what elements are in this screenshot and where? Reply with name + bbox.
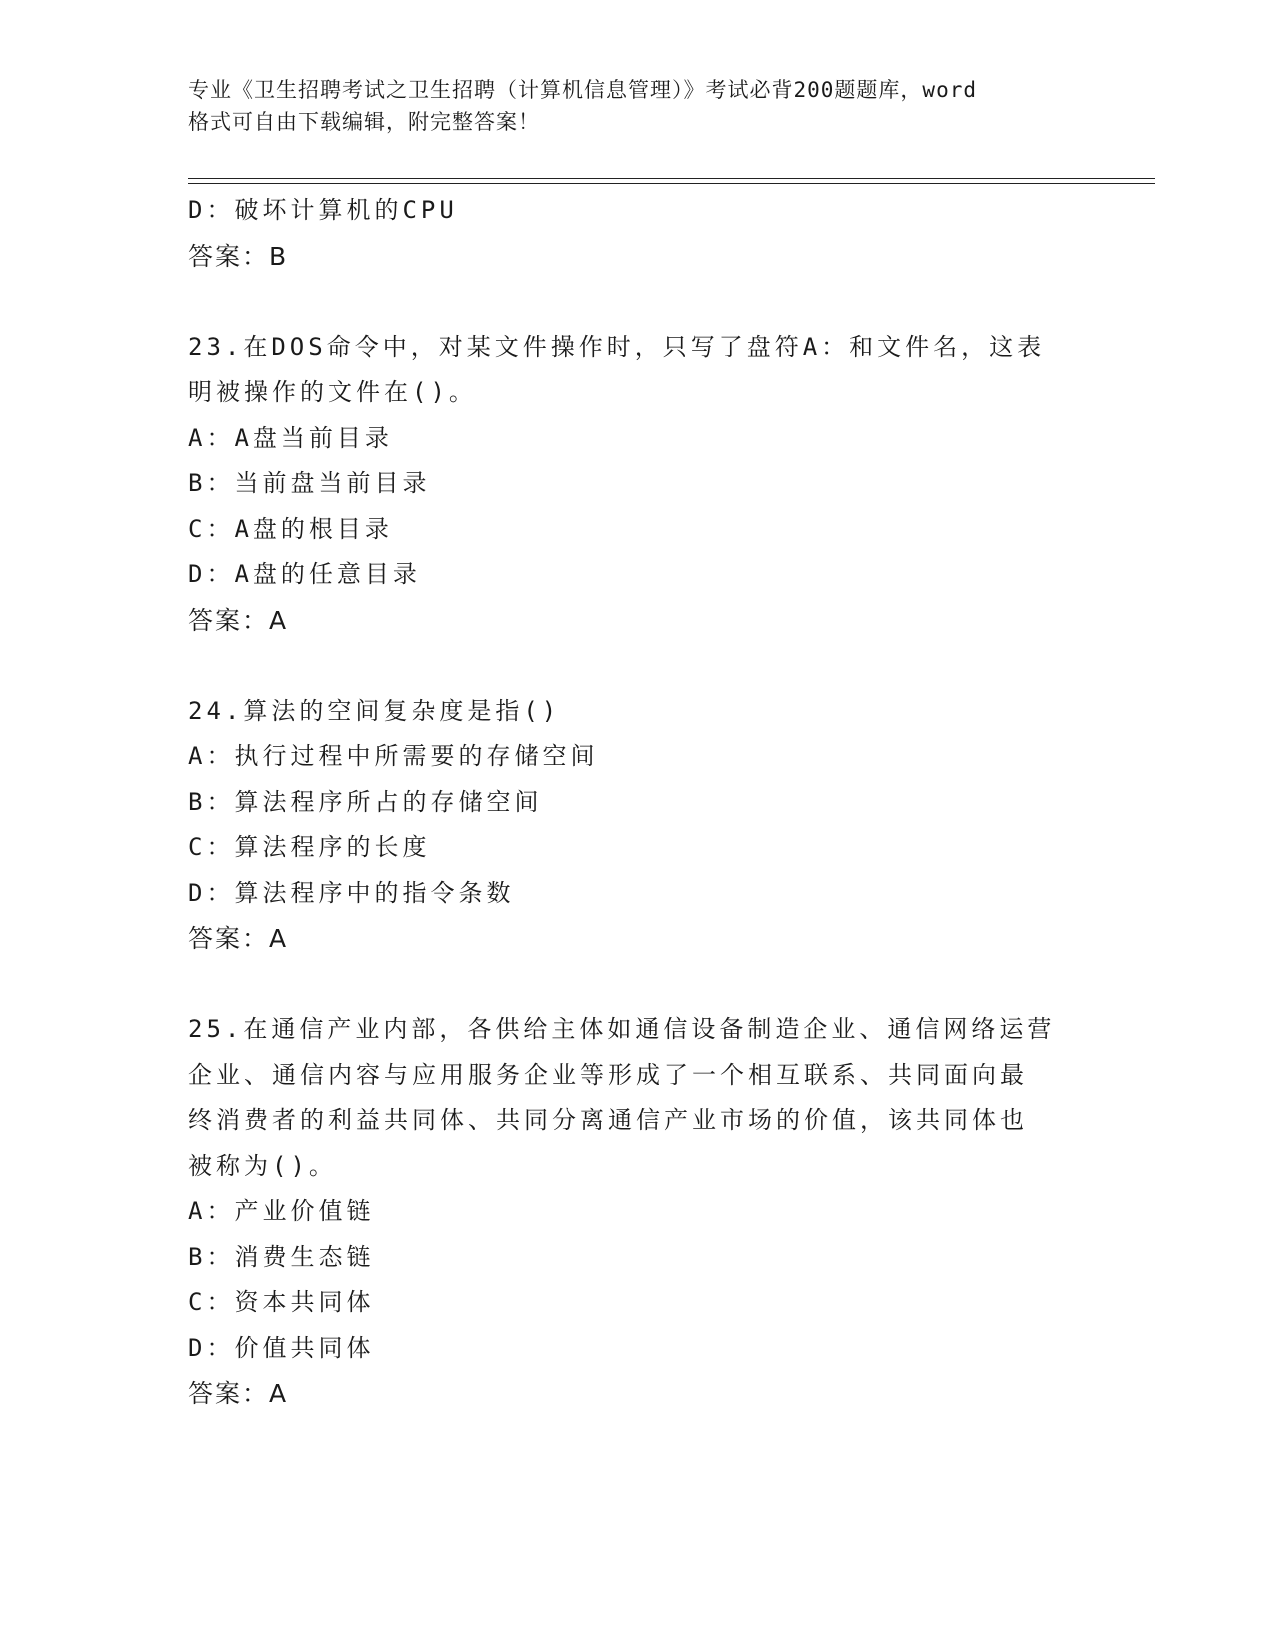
- option-d: D：价值共同体: [188, 1333, 375, 1362]
- spacer: [188, 643, 1088, 689]
- question-25: [188, 1007, 1088, 1417]
- question-stem-line: 明被操作的文件在()。: [188, 378, 477, 406]
- option-a: A：产业价值链: [188, 1197, 375, 1225]
- spacer: [188, 279, 1088, 325]
- option-a: A：A盘当前目录: [188, 423, 393, 452]
- header-line-1: 专业《卫生招聘考试之卫生招聘（计算机信息管理）》考试必背200题题库，word: [188, 78, 977, 102]
- question-23: [188, 325, 1088, 644]
- question-stem-line: 终消费者的利益共同体、共同分离通信产业市场的价值，该共同体也: [188, 1106, 1028, 1134]
- spacer: [188, 962, 1088, 1008]
- option-d: D：算法程序中的指令条数: [188, 878, 515, 907]
- prev-question-answer: 答案：B: [188, 241, 289, 271]
- question-24: [188, 689, 1088, 962]
- option-c: C：A盘的根目录: [188, 514, 393, 543]
- option-b: B：算法程序所占的存储空间: [188, 787, 543, 816]
- question-stem-line: 23.在DOS命令中，对某文件操作时，只写了盘符A：和文件名，这表: [188, 332, 1046, 361]
- document-header: [188, 74, 1088, 138]
- question-stem-line: 企业、通信内容与应用服务企业等形成了一个相互联系、共同面向最: [188, 1060, 1028, 1089]
- header-divider-bottom: [188, 183, 1155, 184]
- option-c: C：算法程序的长度: [188, 833, 431, 861]
- question-stem-line: 被称为()。: [188, 1151, 337, 1180]
- answer-label: 答案：A: [188, 605, 289, 635]
- option-d: D：A盘的任意目录: [188, 560, 421, 588]
- answer-label: 答案：A: [188, 1379, 289, 1408]
- header-line-2: 格式可自由下载编辑，附完整答案！: [188, 110, 540, 134]
- option-b: B：当前盘当前目录: [188, 469, 431, 497]
- option-b: B：消费生态链: [188, 1242, 375, 1271]
- question-content: [188, 188, 1088, 1417]
- option-a: A：执行过程中所需要的存储空间: [188, 742, 599, 770]
- header-divider-top: [188, 178, 1155, 179]
- option-c: C：资本共同体: [188, 1288, 375, 1316]
- prev-question-option-d: D：破坏计算机的CPU: [188, 196, 458, 224]
- question-stem-line: 24.算法的空间复杂度是指(): [188, 696, 561, 725]
- question-stem-line: 25.在通信产业内部，各供给主体如通信设备制造企业、通信网络运营: [188, 1015, 1056, 1043]
- answer-label: 答案：A: [188, 924, 289, 953]
